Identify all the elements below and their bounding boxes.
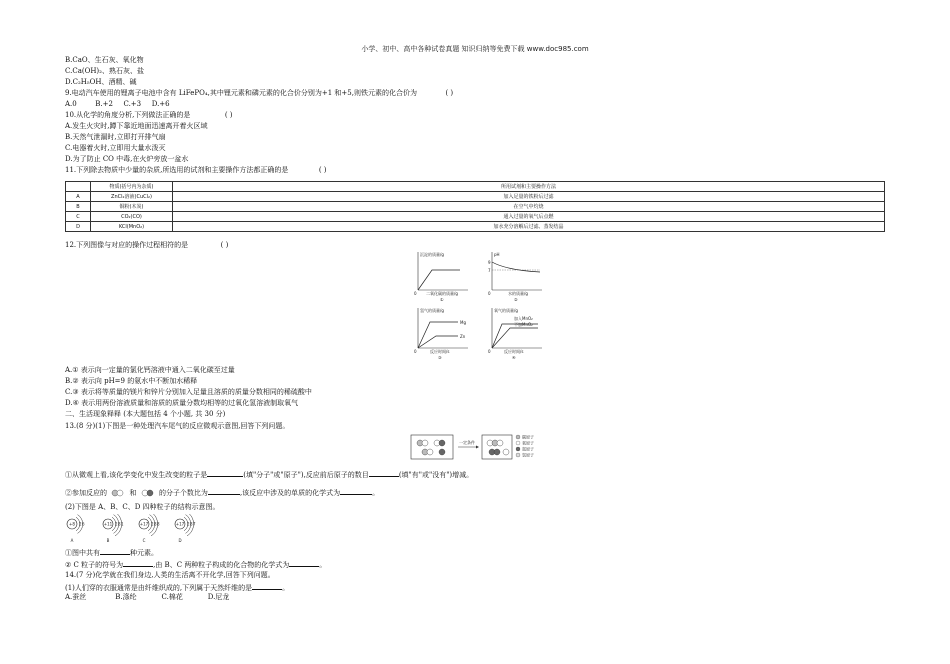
atom-diagram	[139, 514, 160, 543]
q14-sub-end: 。	[282, 584, 290, 592]
table-cell: 在空气中灼烧	[173, 202, 885, 212]
q13-l1c: (填"有"或"没有")增减。	[398, 471, 474, 479]
q9-option-d: D.+6	[151, 100, 170, 108]
table-cell: A	[66, 192, 91, 202]
q13-l4b: 种元素。	[130, 549, 158, 557]
nucleus-charge: +8	[69, 521, 75, 527]
answer-blank	[208, 487, 240, 495]
q13-reaction-diagram	[410, 433, 550, 461]
figure-1-ylabel: 沉淀的质量/g	[420, 252, 444, 257]
electron-count: 2	[79, 521, 82, 527]
table-row	[66, 192, 885, 202]
q12-figures-svg	[410, 248, 550, 360]
molecule-icon	[109, 487, 127, 499]
figure-2-curve	[492, 262, 540, 272]
figure-1-origin: 0	[414, 291, 417, 296]
q9-stem-line	[65, 89, 453, 98]
figure-4-series-mno2: 加入MnO₂	[514, 316, 533, 321]
q13-line-4	[65, 547, 158, 558]
figure-2-ytick-2: 7	[488, 268, 491, 273]
figure-4-xlabel: 反应时间/s	[504, 349, 524, 354]
page-header: 小学、初中、高中各种试卷真题 知识归纳等免费下载 www.doc985.com	[361, 45, 589, 53]
answer-blank	[100, 547, 130, 555]
table-row	[66, 222, 885, 232]
table-cell: C	[66, 212, 91, 222]
figure-3-series-mg: Mg	[460, 320, 466, 325]
atom-label: C	[142, 538, 146, 543]
atom-diagram	[103, 514, 124, 543]
table-cell: D	[66, 222, 91, 232]
q12-stem-line	[65, 241, 228, 250]
figure-2-xlabel: 水的质量/g	[508, 291, 528, 296]
figure-3	[414, 307, 468, 360]
table-cell: 加入足量的铁粉后过滤	[173, 192, 885, 202]
legend-item: 氢原子	[522, 452, 534, 458]
table-row	[66, 212, 885, 222]
q10-option-d: D.为了防止 CO 中毒,在火炉旁放一盆水	[65, 155, 189, 163]
q13-l5c: 。	[319, 561, 327, 569]
q10-answer-paren: ( )	[224, 111, 233, 119]
q13-l1b: (填"分子"或"原子"),反应前后原子的数目	[243, 471, 369, 479]
figure-3-curve-zn	[418, 336, 458, 348]
q9-stem: 9.电动汽车使用的锂离子电池中含有 LiFePO₄,其中锂元素和磷元素的化合价分别为+1 和+5,则铁元素的化合价为	[65, 89, 417, 97]
figure-4-ylabel: 氧气的质量/g	[494, 308, 518, 313]
table-header-cell: 物质(括号内为杂质)	[91, 182, 173, 192]
atom-diagram	[175, 514, 196, 543]
q10-option-b: B.天然气泄漏时,立即打开排气扇	[65, 133, 166, 141]
q12-option-d: D.④ 表示用两份溶液质量和溶质的质量分数均相等的过氧化氢溶液制取氧气	[65, 399, 299, 407]
atom-label: A	[70, 538, 74, 543]
table-cell: B	[66, 202, 91, 212]
reactant-box	[411, 435, 453, 459]
table-cell: CO₂(CO)	[91, 212, 173, 222]
table-header-cell	[66, 182, 91, 192]
atom-legend	[516, 434, 534, 458]
atom-diagram	[67, 515, 85, 543]
table-cell: ZnCl₂溶液(CuCl₂)	[91, 192, 173, 202]
q13-l5b: ,由 B、C 两种粒子构成的化合物的化学式为	[153, 561, 290, 569]
answer-blank	[123, 559, 153, 567]
q12-answer-paren: ( )	[220, 241, 229, 249]
q9-answer-paren: ( )	[445, 89, 454, 97]
q8-option-c: C.Ca(OH)₂、熟石灰、盐	[65, 67, 144, 75]
molecule-icon	[139, 487, 157, 499]
legend-item: 碳原子	[522, 434, 534, 440]
atom-structure-diagrams	[64, 514, 204, 544]
q9-option-a: A.0	[65, 100, 77, 108]
q14-option-b: B.涤纶	[115, 593, 137, 601]
q10-option-a: A.发生火灾时,蹲下靠近地面迅速离开着火区域	[65, 122, 208, 130]
q13-l2b: 和	[129, 489, 137, 497]
answer-blank	[369, 469, 399, 477]
electron-count: 1	[121, 521, 124, 527]
table-cell: 通入过量的氧气后点燃	[173, 212, 885, 222]
table-cell: KCl(MnO₂)	[91, 222, 173, 232]
legend-item: 氮原子	[522, 446, 534, 452]
table-cell: 铜粉(木炭)	[91, 202, 173, 212]
electron-count: 2	[187, 521, 190, 527]
q12-option-b: B.② 表示向 pH=9 的氨水中不断加水稀释	[65, 377, 198, 385]
q10-stem-line	[65, 111, 233, 120]
q14-sub: (1)人们穿的衣服通常是由纤维织成的,下列属于天然纤维的是	[65, 584, 253, 592]
table-row	[66, 202, 885, 212]
electron-count: 8	[118, 521, 121, 527]
nucleus-charge: +17	[139, 521, 149, 527]
q13-line-1	[65, 469, 473, 480]
figure-2	[488, 252, 542, 302]
nucleus-charge: +17	[175, 521, 185, 527]
q14-option-c: C.棉花	[161, 593, 183, 601]
q12-option-a: A.① 表示向一定量的氯化钙溶液中通入二氧化碳至过量	[65, 366, 235, 374]
electron-count: 6	[82, 521, 85, 527]
electron-count: 7	[193, 521, 196, 527]
q10-option-c: C.电器着火时,立即用大量水泼灭	[65, 144, 166, 152]
legend-item: 氧原子	[522, 440, 534, 446]
q9-option-c: C.+3	[123, 100, 142, 108]
q11-answer-paren: ( )	[318, 166, 327, 174]
figure-2-origin: 0	[488, 291, 491, 296]
answer-blank	[340, 487, 372, 495]
q13-l2c: 的分子个数比为	[158, 489, 208, 497]
q14-stem: 14.(7 分)化学就在我们身边,人类的生活离不开化学,回答下列问题。	[65, 571, 275, 579]
section-2-title: 二、生活现象释释	[65, 410, 121, 418]
table-cell: 加水充分溶解后过滤、蒸发结晶	[173, 222, 885, 232]
figure-4-curve-mno2	[492, 324, 538, 348]
q8-option-d: D.C₂H₅OH、酒精、碱	[65, 78, 137, 86]
figure-1-xlabel: 二氧化碳的质量/g	[426, 291, 458, 296]
answer-blank	[289, 559, 319, 567]
q9-option-b: B.+2	[95, 100, 113, 108]
q13-l2a: ②参加反应的	[65, 489, 107, 497]
atom-label: D	[178, 538, 182, 543]
q13-line-5	[65, 559, 326, 570]
q11-stem-line	[65, 166, 327, 175]
figure-2-ylabel: pH	[494, 252, 500, 257]
q11-table	[65, 181, 885, 232]
answer-blank	[252, 582, 282, 590]
electron-count: 8	[154, 521, 157, 527]
q13-line-3: (2)下图是 A、B、C、D 四种粒子的结构示意图。	[65, 503, 220, 511]
q8-option-b: B.CaO、生石灰、氧化物	[65, 56, 144, 64]
q12-figures	[410, 248, 550, 360]
q13-l5a: ② C 粒子的符号为	[65, 561, 124, 569]
q13-line-2	[65, 487, 379, 499]
nucleus-charge: +11	[103, 521, 113, 527]
figure-1-number: ①	[440, 297, 444, 302]
q14-sub-line	[65, 582, 289, 593]
q13-l1a: ①从微观上看,该化学变化中发生改变的粒子是	[65, 471, 208, 479]
figure-2-number: ②	[514, 297, 518, 302]
table-header-row	[66, 182, 885, 192]
q12-stem: 12.下列图像与对应的操作过程相符的是	[65, 241, 189, 249]
q10-stem: 10.从化学的角度分析,下列做法正确的是	[65, 111, 191, 119]
figure-4	[488, 307, 542, 360]
figure-4-number: ④	[512, 355, 516, 360]
product-box	[482, 435, 512, 459]
q13-stem: 13.(8 分)(1)下图是一种处理汽车尾气的反应微观示意图,回答下列问题。	[65, 422, 290, 430]
atom-structure-svg	[64, 514, 204, 544]
q11-stem: 11.下列除去物质中少量的杂质,所选用的试剂和主要操作方法都正确的是	[65, 166, 289, 174]
q12-option-c: C.③ 表示将等质量的镁片和锌片分别加入足量且溶质的质量分数相同的稀硫酸中	[65, 388, 312, 396]
electron-count: 2	[115, 521, 118, 527]
figure-3-series-zn: Zn	[460, 334, 466, 339]
section-2-heading	[65, 410, 225, 419]
q13-l2d: ,该反应中涉及的单质的化学式为	[239, 489, 341, 497]
figure-1-curve	[418, 270, 460, 290]
atom-label: B	[106, 538, 110, 543]
section-2-note: (本大题包括 4 个小题, 共 30 分)	[123, 410, 226, 418]
q13-l4a: ①图中共有	[65, 549, 100, 557]
figure-4-origin: 0	[488, 349, 491, 354]
figure-3-origin: 0	[414, 349, 417, 354]
figure-3-ylabel: 氢气的质量/g	[420, 308, 444, 313]
q14-option-d: D.尼龙	[207, 593, 230, 601]
electron-count: 8	[157, 521, 160, 527]
q14-option-a: A.蚕丝	[65, 593, 87, 601]
figure-1	[414, 251, 468, 302]
electron-count: 2	[151, 521, 154, 527]
electron-count: 8	[190, 521, 193, 527]
reaction-condition: 一定条件	[459, 440, 475, 445]
figure-2-ytick: 9	[488, 260, 491, 265]
q14-options	[65, 593, 229, 602]
figure-4-series-no-mno2: 不加MnO₂	[514, 322, 533, 327]
figure-3-xlabel: 反应时间/s	[430, 349, 450, 354]
figure-3-number: ③	[438, 355, 442, 360]
q9-options	[65, 100, 170, 109]
q13-l2e: 。	[372, 489, 380, 497]
answer-blank	[207, 469, 243, 477]
table-header-cell: 所用试剂和主要操作方法	[173, 182, 885, 192]
